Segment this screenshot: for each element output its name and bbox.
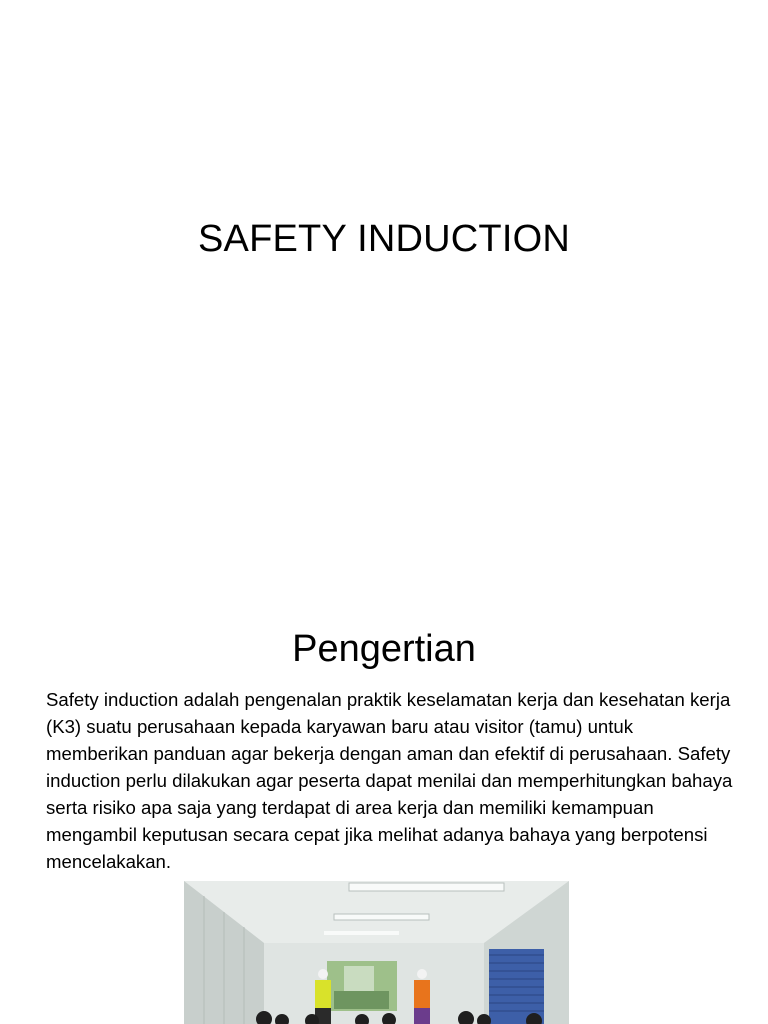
slide-body-text: Safety induction adalah pengenalan praktik keselamatan kerja dan kesehatan kerja (K3) suatu perusahaan kepada karyawan baru atau visitor (tamu) untuk memberikan panduan agar bekerja dengan aman dan efektif di perusahaan. Safety induction perlu dilakukan agar peserta dapat menilai dan memperhitungkan bahaya serta risiko apa saja yang terdapat di area kerja dan memiliki kemampuan mengambil keputusan secara cepat jika melihat adanya bahaya yang berpotensi mencelakakan.	[46, 689, 733, 872]
slide-heading: Pengertian	[292, 628, 476, 670]
slide-pengertian	[0, 576, 768, 1024]
safety-induction-photo	[184, 881, 569, 1024]
slide-title-heading: SAFETY INDUCTION	[198, 218, 570, 260]
